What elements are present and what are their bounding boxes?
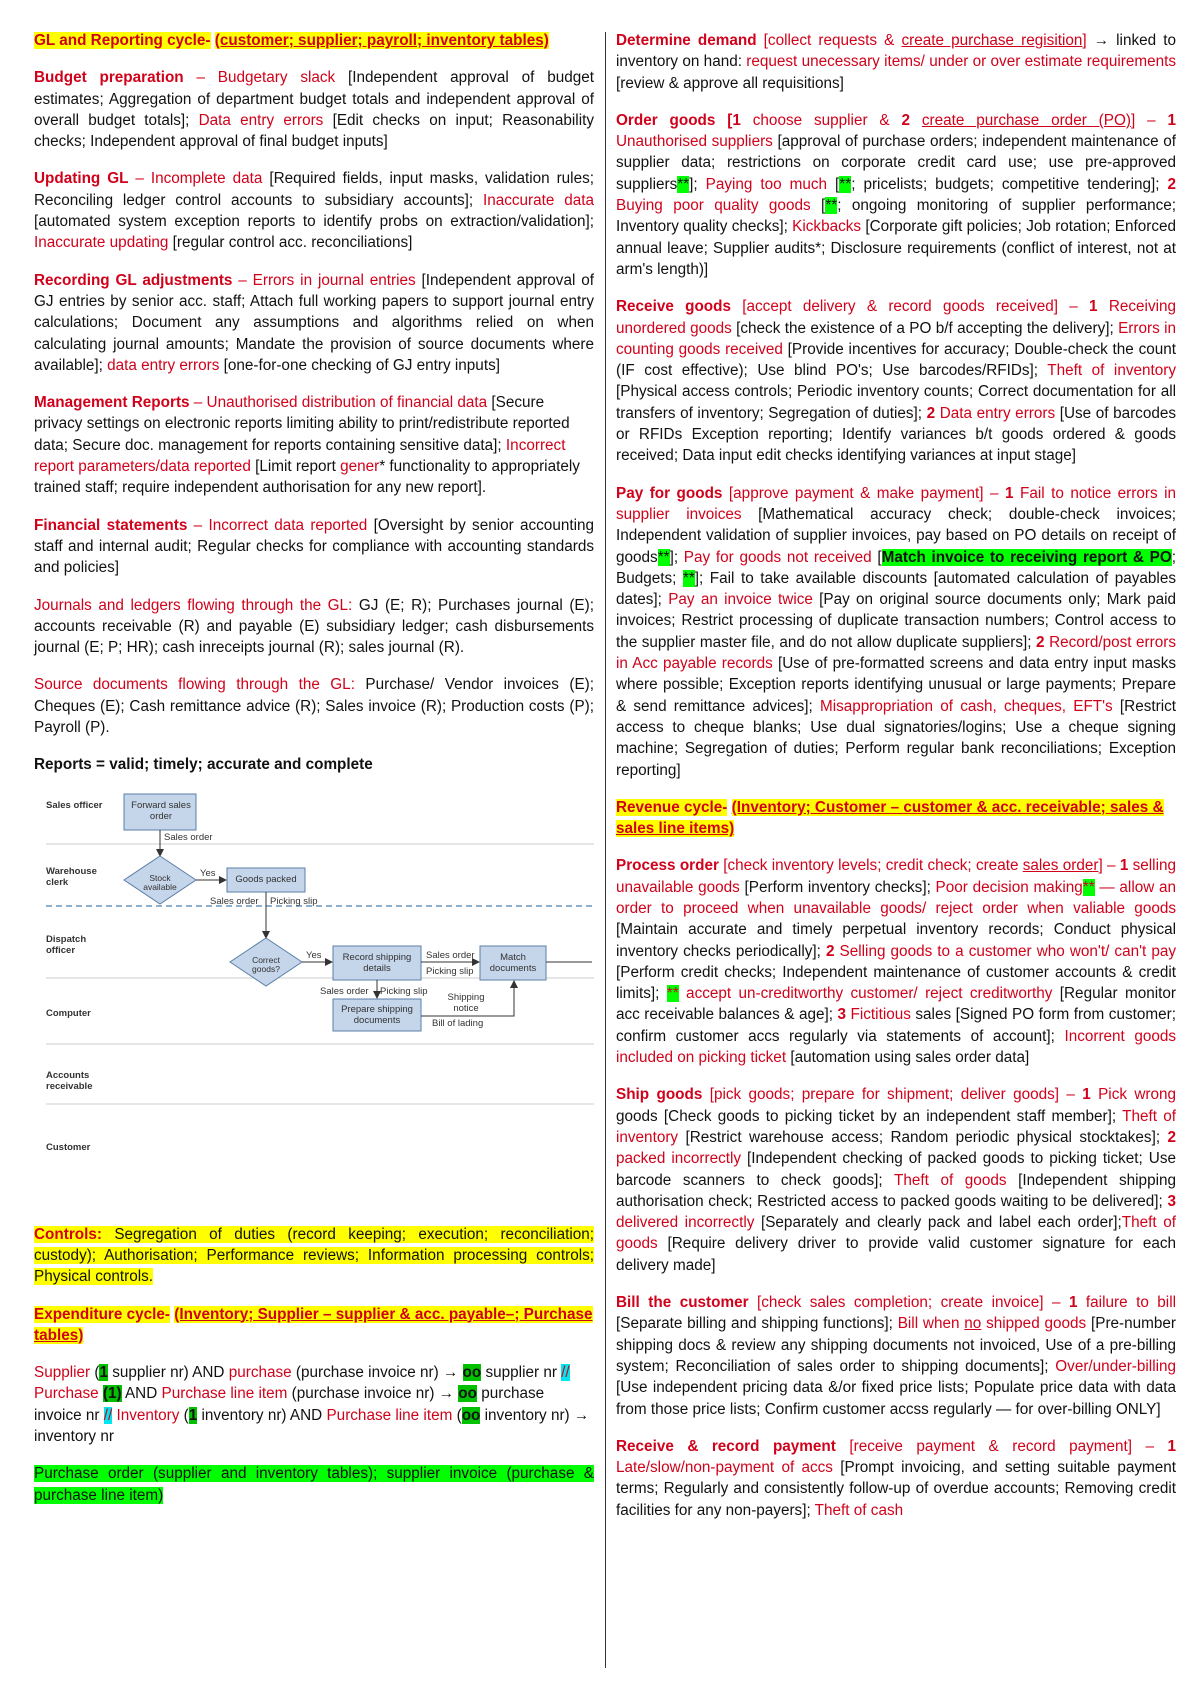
flow-label-yes2: Yes [306, 949, 322, 961]
flow-label-bill: Bill of lading [432, 1017, 484, 1029]
recording-risk2: data entry errors [102, 356, 220, 374]
flow-label-sales-order2: Sales order [210, 895, 259, 907]
ship-n1: 1 [1082, 1086, 1091, 1104]
ship-ctrl6: [Require delivery driver to provide valid customer signature for each delivery made] [616, 1235, 1176, 1274]
rev-heading [616, 797, 1176, 840]
pay-risk4: Record/post errors in Acc payable records [616, 633, 1176, 673]
order-n2: 2 [1159, 175, 1176, 193]
pay-n1: 1 [1005, 484, 1014, 502]
receipt-section [616, 1436, 1176, 1521]
pay-risk5: Misappropriation of cash, cheques, EFT's [812, 697, 1113, 715]
process-act-u: sales order [1022, 857, 1099, 875]
order-act5: ] – [1130, 111, 1168, 129]
rel-inv: Inventory [112, 1406, 184, 1424]
ship-title: Ship goods [616, 1086, 703, 1104]
pay-risk3: Pay an invoice twice [661, 591, 813, 609]
order-act4 [910, 112, 922, 129]
pay-ctrl2: [ [871, 548, 882, 566]
rel-t3: supplier nr [481, 1364, 562, 1382]
order-ctrl1d: ; pricelists; budgets; competitive tendering]; [851, 175, 1160, 193]
ship-ctrl3: [Independent checking of packed goods to picking ticket; Use barcode scanners to check goods]; [616, 1150, 1176, 1189]
column-divider [605, 32, 606, 1668]
order-risk3: Kickbacks [787, 218, 862, 236]
bill-dash: – [1043, 1294, 1069, 1312]
receive-dash: – [1057, 298, 1090, 316]
rel-one: 1 [99, 1364, 108, 1382]
pay-risk1: Fail to notice errors in supplier invoices [616, 484, 1176, 523]
pay-risk2: Pay for goods not received [678, 548, 872, 566]
rel-t2: (purchase invoice nr) → [291, 1364, 463, 1382]
rel-pli: Purchase line item [161, 1385, 288, 1403]
ship-ctrl1: goods [Check goods to picking ticket by an independent staff member]; [616, 1107, 1117, 1125]
bill-risk3: Over/under-billing [1048, 1357, 1177, 1375]
process-n3: 3 [833, 1006, 847, 1024]
process-ctrl6: [automation using sales order data] [786, 1049, 1030, 1067]
order-ctrl1: [approval of purchase orders; independent maintenance of supplier data; restrictions on corporate credit card use; use pre-approved suppliers [616, 133, 1176, 193]
rel-sl2: // [103, 1406, 113, 1424]
flow-label-picking: Picking slip [270, 895, 318, 907]
pay-section [616, 483, 1176, 781]
bill-act: [check sales completion; create invoice] [748, 1294, 1044, 1312]
gl-heading-tables: (customer; supplier; payroll; inventory tables) [214, 32, 549, 49]
order-act1: [1 [715, 111, 741, 129]
process-risk4: accept un-creditworthy customer/ reject creditworthy [678, 985, 1053, 1003]
gl-heading [34, 30, 594, 51]
ship-act: [pick goods; prepare for shipment; deliver goods] [702, 1086, 1060, 1104]
updating-ctrl3: [regular control acc. reconciliations] [168, 234, 413, 252]
po-note-text: Purchase order (supplier and inventory tables); supplier invoice (purchase & purchase line item) [34, 1465, 594, 1504]
ship-risk1: Pick wrong [1090, 1086, 1177, 1104]
receive-risk4: Data entry errors [935, 404, 1056, 422]
rev-heading-label: Revenue cycle- [616, 798, 728, 816]
budget-risk1: – Budgetary slack [183, 69, 336, 87]
bill-risk2b: shipped goods [981, 1315, 1087, 1333]
exp-heading-label: Expenditure cycle- [34, 1305, 171, 1323]
pay-ctrl1: [Mathematical accuracy check; double-check invoices; Independent validation of supplier invoices, pay based on PO details on receipt of goods [616, 505, 1176, 566]
receive-risk1: Receiving unordered goods [616, 298, 1177, 337]
ship-ctrl2: [Restrict warehouse access; Random periodic physical stocktakes]; [678, 1128, 1161, 1146]
receipt-risk2: Theft of cash [810, 1501, 904, 1519]
mgmt-ctrl2b: gener [340, 458, 380, 476]
pay-match: Match invoice to receiving report & PO [881, 548, 1172, 566]
flow-label-picking2: Picking slip [426, 965, 474, 977]
journals-section [34, 595, 594, 659]
exp-heading [34, 1304, 594, 1347]
order-ctrl1b: ]; [689, 175, 698, 193]
order-star3: ** [825, 197, 838, 215]
mgmt-ctrl2a: [Limit report [250, 458, 341, 476]
budget-title: Budget preparation [34, 69, 184, 87]
process-n2: 2 [820, 942, 835, 960]
process-ctrl1: [Perform inventory checks]; [739, 878, 931, 896]
process-n1: 1 [1119, 857, 1129, 875]
rel-supplier: Supplier [34, 1364, 91, 1382]
rel-oo2: oo [458, 1385, 477, 1403]
forward-sales-order-label: Forward sales order [131, 799, 191, 822]
mgmt-risk1: – Unauthorised distribution of financial data [189, 394, 488, 412]
pay-ctrl4: [Use of pre-formatted screens and data entry input masks where possible; Exception reports identifying unusual or large payments; Prepare & send remittance advices]; [616, 655, 1176, 715]
rel-sl: // [561, 1364, 570, 1382]
receive-risk3: Theft of inventory [1038, 362, 1176, 380]
receive-title: Receive goods [616, 298, 731, 316]
prepare-shipping-label: Prepare shipping documents [341, 1003, 413, 1026]
lane-sales-officer: Sales officer [46, 799, 103, 811]
receive-ctrl4: [Use of barcodes or RFIDs Exception reporting; Identify variances b/t goods ordered & goods received; Data input edit checks identifying variances at input stage] [616, 404, 1177, 465]
bill-ctrl3: [Use independent pricing data &/or fixed price lists; Populate price data with data from those price lists; Confirm customer accss regularly — for over-billing ONLY] [616, 1379, 1176, 1418]
order-act3: 2 [901, 111, 911, 129]
pay-ctrl1b: ]; [669, 548, 679, 566]
pay-n2: 2 [1031, 633, 1045, 651]
rel-pli2: Purchase line item [326, 1406, 453, 1424]
bill-n1: 1 [1068, 1294, 1078, 1312]
right-column [616, 30, 1176, 1537]
process-risk2: Poor decision making [930, 878, 1083, 896]
flow-label-picking3: Picking slip [380, 985, 428, 997]
receipt-n1: 1 [1167, 1437, 1176, 1455]
budget-risk2: Data entry errors [189, 111, 324, 129]
receipt-title: Receive & record payment [616, 1437, 836, 1455]
order-act2: choose supplier & [740, 111, 902, 129]
ship-risk5: delivered incorrectly [616, 1214, 755, 1232]
process-ctrl3: [Perform credit checks; Independent maintenance of customer accounts & credit limits]; [616, 963, 1176, 1003]
rel-one2: (1) [102, 1385, 122, 1403]
reports-line: Reports = valid; timely; accurate and complete [34, 756, 373, 774]
order-star2: ** [839, 175, 852, 193]
process-star1: ** [1082, 878, 1095, 896]
sources-section [34, 674, 594, 738]
bill-ctrl2: [Pre-number shipping docs & review any shipping documents not invoiced, Use of a pre-billing system; Reconciliation of sales order to shipping documents]; [616, 1315, 1177, 1375]
pay-ctrl3: [Pay on original source documents only; Mark paid invoices; Restrict processing of duplicate transaction numbers; Control access to the supplier master file, and do not allow duplicate suppliers]; [616, 591, 1176, 651]
pay-ctrl2b: ; Budgets; [616, 548, 1176, 587]
rel-purchase2: Purchase [34, 1385, 103, 1403]
goods-packed-label: Goods packed [235, 873, 297, 885]
po-note [34, 1463, 594, 1506]
order-ctrl2b: ; ongoing monitoring of supplier performance; Inventory quality checks]; [616, 197, 1176, 236]
rel-one3: 1 [188, 1406, 198, 1424]
order-star1: ** [677, 175, 690, 193]
bill-risk2u: no [964, 1315, 982, 1333]
fs-ctrl1: [Oversight by senior accounting staff and internal audit; Regular checks for compliance with accounting standards and policies] [34, 516, 594, 577]
process-risk5: Fictitious [846, 1006, 911, 1024]
ship-risk2: Theft of inventory [616, 1107, 1176, 1146]
process-ctrl5: sales [Signed PO form from customer; confirm customer accs regularly via statements of account]; [616, 1006, 1176, 1045]
rel-t4: AND [121, 1385, 162, 1403]
pay-act: [approve payment & make payment] [722, 484, 984, 502]
flow-label-sales-order3: Sales order [426, 949, 475, 961]
flow-label-sales-order: Sales order [164, 831, 213, 843]
pay-title: Pay for goods [616, 484, 723, 502]
order-n1: 1 [1167, 111, 1176, 129]
ship-dash: – [1059, 1086, 1083, 1104]
order-section [616, 110, 1176, 280]
process-risk3: Selling goods to a customer who won't/ can't pay [834, 942, 1177, 960]
flow-label-yes1: Yes [200, 867, 216, 879]
updating-section [34, 168, 594, 253]
mgmt-ctrl2c: * functionality to appropriately trained staff; require independent authorisation for any new report]. [34, 458, 580, 497]
rel-oo: oo [462, 1364, 482, 1382]
process-risk1: selling unavailable goods [616, 857, 1176, 896]
order-ctrl2: [ [810, 197, 826, 215]
lane-dispatch-officer: Dispatch officer [46, 933, 87, 956]
updating-title: Updating GL [34, 170, 129, 188]
receipt-dash: – [1132, 1437, 1168, 1455]
ship-risk6: Theft of goods [616, 1214, 1176, 1253]
updating-risk1: – Incomplete data [128, 170, 263, 188]
process-act: [check inventory levels; credit check; create [718, 857, 1023, 875]
updating-risk2: Inaccurate data [473, 191, 595, 209]
order-title: Order goods [616, 111, 716, 129]
journals-text: GJ (E; R); Purchases journal (E); accounts receivable (R) and payable (E) subsidiary ledger; cash disbursements journal (E; P; HR); cash inreceipts journal (R); sales journal (R). [34, 596, 594, 657]
controls-label: Controls: [34, 1225, 102, 1243]
demand-risk: request unecessary items/ under or over estimate requirements [741, 53, 1176, 71]
bill-section [616, 1292, 1176, 1420]
rel-purchase: purchase [228, 1364, 292, 1382]
demand-act: [collect requests & [756, 32, 902, 49]
fs-risk1: – Incorrect data reported [187, 516, 368, 534]
fs-section [34, 515, 594, 579]
receive-ctrl2: [Provide incentives for accuracy; Double-check the count (IF cost effective); Use blind PO's; Use barcodes/RFIDs]; [616, 340, 1176, 380]
bill-risk1: failure to bill [1077, 1294, 1177, 1312]
pay-ctrl2c: ]; Fail to take available discounts [automated calculation of payables dates]; [616, 569, 1176, 609]
receive-ctrl3: [Physical access controls; Periodic inventory counts; Correct documentation for all transfers of inventory; Segregation of duties]; [616, 383, 1176, 422]
receive-ctrl1: [check the existence of a PO b/f accepting the delivery]; [731, 319, 1114, 337]
mgmt-risk2: Incorrect report parameters/data reported [34, 436, 566, 476]
demand-act-u: create purchase regisition [901, 32, 1083, 49]
bill-risk2a: Bill when [892, 1315, 965, 1333]
rel-t8: inventory nr) → inventory nr [34, 1406, 590, 1445]
lane-computer: Computer [46, 1007, 91, 1019]
ship-ctrl4: [Independent shipping authorisation check; Restricted access to packed goods waiting to be delivered]; [616, 1171, 1176, 1210]
controls-section [34, 1224, 594, 1288]
updating-ctrl2: [automated system exception reports to identify probs on extraction/validation]; [34, 213, 594, 231]
sales-flowchart [34, 786, 594, 1226]
receipt-risk1: Late/slow/non-payment of accs [616, 1459, 833, 1477]
recording-risk1: – Errors in journal entries [232, 271, 416, 289]
flowchart-svg [34, 786, 594, 1226]
demand-ctrl: [review & approve all requisitions] [616, 74, 844, 92]
demand-act-end: ] [1082, 32, 1087, 49]
process-dash: – [1102, 857, 1120, 875]
process-act-end: ] [1098, 857, 1103, 875]
ship-risk4: Theft of goods [882, 1171, 1007, 1189]
mgmt-title: Management Reports [34, 394, 190, 412]
recording-title: Recording GL adjustments [34, 271, 233, 289]
rel-t6: purchase invoice nr [34, 1385, 545, 1424]
mgmt-section [34, 392, 594, 498]
process-ctrl4: [Regular monitor acc receivable balances & age]; [616, 985, 1176, 1024]
receive-risk2: Errors in counting goods received [616, 319, 1177, 358]
relations-section: Supplier (1 supplier nr) AND purchase (purchase invoice nr) → oo supplier nr // Purchase (1) AND Purchase line item (purchase invoice nr) → oo purchase invoice nr // Inventory (1 inventory nr) AND Purchase line item (oo inventory nr) → inventory nr [34, 1364, 590, 1445]
recording-ctrl1: [Independent approval of GJ entries by senior acc. staff; Attach full working papers to support journal entry calculations; Document any assumptions and algorithms relied on when calculating journal amounts; Mandate the provision of source documents where available]; [34, 271, 594, 374]
receive-section [616, 296, 1176, 466]
process-section [616, 855, 1176, 1068]
order-ctrl1c: [ [827, 175, 840, 193]
bill-ctrl1: [Separate billing and shipping functions]; [616, 1315, 893, 1333]
order-risk1: Unauthorised suppliers [616, 133, 773, 151]
receive-n1: 1 [1089, 298, 1098, 316]
record-shipping-label: Record shipping details [342, 951, 412, 974]
receive-n2: 2 [922, 404, 936, 422]
updating-ctrl1: [Required fields, input masks, validation rules; Reconciling ledger control accounts to subsidiary accounts]; [34, 170, 594, 209]
demand-t1: → linked to inventory on hand: [616, 32, 1176, 71]
bill-title: Bill the customer [616, 1294, 749, 1312]
flow-label-sales-order4: Sales order [320, 985, 369, 997]
rel-t5: (purchase invoice nr) → [287, 1385, 459, 1403]
mgmt-ctrl1: [Secure privacy settings on electronic reports limiting ability to print/redistribute reported data; Secure doc. management for reports containing sensitive data]; [34, 394, 570, 454]
pay-star2: ** [682, 569, 695, 587]
left-column [34, 30, 594, 1522]
budget-ctrl2: [Edit checks on input; Reasonability checks; Independent approval of final budget inputs] [34, 111, 594, 151]
sources-label: Source documents flowing through the GL: [34, 676, 355, 694]
sources-text: Purchase/ Vendor invoices (E); Cheques (E); Cash remittance advice (R); Sales invoice (R); Production costs (P); Payroll (P). [34, 676, 594, 737]
order-risk2: Buying poor quality goods [616, 197, 811, 215]
process-title: Process order [616, 857, 719, 875]
budget-ctrl1: [Independent approval of budget estimates; Aggregation of department budget totals and independent approval of overall budget totals]; [34, 69, 595, 129]
rel-t1: supplier nr) AND [108, 1364, 229, 1382]
ship-section [616, 1084, 1176, 1276]
recording-section [34, 270, 594, 376]
budget-section [34, 67, 594, 152]
receive-act: [accept delivery & record goods received] [731, 298, 1058, 316]
rel-t7: inventory nr) AND [197, 1406, 327, 1424]
ship-risk3: packed incorrectly [616, 1150, 742, 1168]
recording-ctrl2: [one-for-one checking of GJ entry inputs] [219, 356, 500, 374]
fs-title: Financial statements [34, 516, 188, 534]
ship-ctrl5: [Separately and clearly pack and label each order]; [754, 1214, 1122, 1232]
updating-risk3: Inaccurate updating [34, 234, 169, 252]
order-ctrl3: [Corporate gift policies; Job rotation; Enforced annual leave; Supplier audits*; Disclosure requirements (conflict of interest, not at arm's length)] [616, 218, 1177, 278]
journals-label: Journals and ledgers flowing through the GL: [34, 596, 353, 614]
lane-accounts-receivable: Accounts receivable [46, 1069, 93, 1092]
gl-heading-label: GL and Reporting cycle- [34, 32, 211, 49]
rel-oo3: oo [461, 1406, 481, 1424]
process-risk6: Incorrent goods included on picking ticket [616, 1027, 1176, 1067]
stock-available-label: Stock available [143, 872, 177, 893]
demand-title: Determine demand [616, 32, 757, 49]
receipt-act: [receive payment & record payment] [835, 1437, 1132, 1455]
ship-n2: 2 [1160, 1128, 1177, 1146]
pay-star1: ** [657, 548, 670, 566]
controls-text: Segregation of duties (record keeping; execution; reconciliation; custody); Authorisation; Performance reviews; Information processing controls; Physical controls. [34, 1225, 594, 1286]
lane-warehouse-clerk: Warehouse clerk [46, 865, 97, 888]
rev-heading-tables: (Inventory; Customer – customer & acc. receivable; sales & sales line items) [616, 798, 1164, 838]
flow-label-shipping-notice: Shipping notice [447, 991, 485, 1014]
receipt-ctrl1: [Prompt invoicing, and setting suitable payment terms; Regularly and consistently follow-up of overdue accounts; Removing credit facilities for any non-payers]; [616, 1459, 1176, 1519]
process-star2: ** [666, 985, 679, 1003]
pay-ctrl5: [Restrict access to cheque blanks; Use dual signatories/logins; Use a cheque signing machine; Segregation of duties; Perform regular bank reconciliations; Exception reporting] [616, 697, 1177, 779]
pay-dash: – [983, 484, 1006, 502]
order-risk1b: Paying too much [697, 175, 828, 193]
process-risk2b: — allow an order to proceed when unavailable goods/ reject order when valiable goods [616, 878, 1177, 917]
match-documents-label: Match documents [489, 951, 537, 974]
order-act-u: create purchase order (PO) [921, 111, 1131, 129]
ship-n3: 3 [1162, 1192, 1177, 1210]
lane-customer: Customer [46, 1141, 91, 1153]
exp-heading-tables: (Inventory; Supplier – supplier & acc. payable–; Purchase tables) [34, 1305, 593, 1344]
correct-goods-label: Correct goods? [252, 954, 280, 975]
process-ctrl2: [Maintain accurate and timely perpetual inventory records; Conduct physical inventory checks periodically]; [616, 921, 1176, 960]
demand-section [616, 30, 1176, 94]
